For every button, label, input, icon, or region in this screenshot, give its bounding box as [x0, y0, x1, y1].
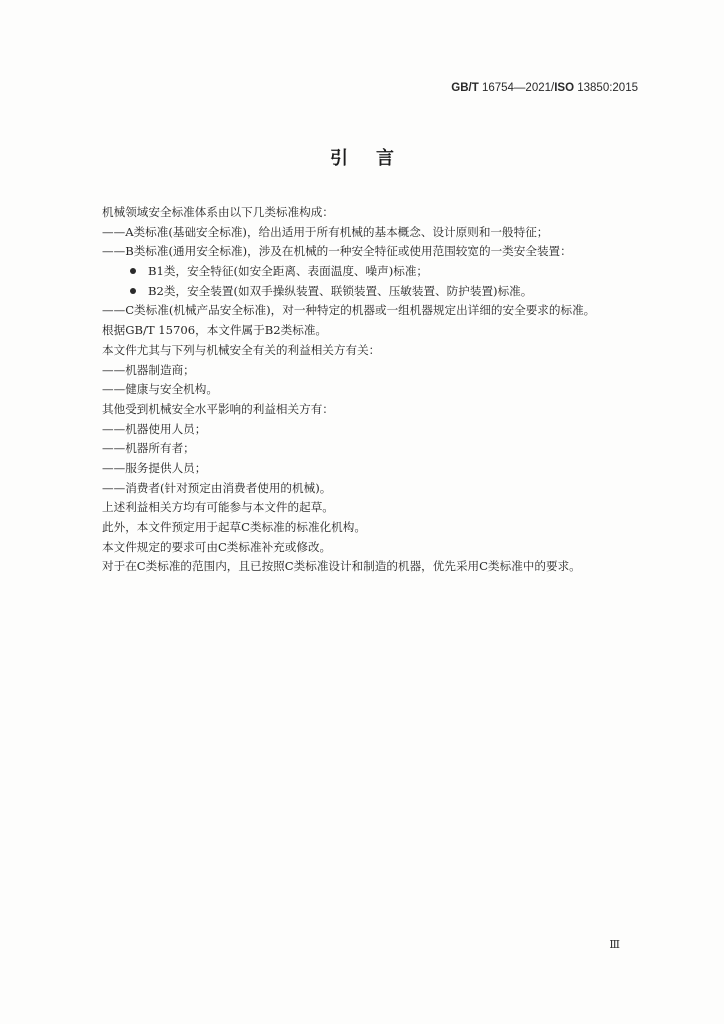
paragraph-line: 对于在C类标准的范围内，且已按照C类标准设计和制造的机器，优先采用C类标准中的要求。	[102, 559, 581, 574]
body-text	[102, 203, 642, 577]
bullet-dot-icon	[130, 288, 136, 294]
standard-code-suffix: 13850:2015	[577, 82, 638, 94]
list-item: ——机器制造商；	[102, 362, 195, 377]
page-number: Ⅲ	[609, 938, 620, 951]
list-item: ——机器所有者；	[102, 441, 195, 456]
paragraph-line: 根据GB/T 15706，本文件属于B2类标准。	[102, 323, 328, 338]
bullet-item-b2	[102, 282, 642, 302]
page-title: 引言	[330, 148, 422, 169]
paragraph-line: 其他受到机械安全水平影响的利益相关方有：	[102, 401, 334, 416]
paragraph-line: 本文件规定的要求可由C类标准补充或修改。	[102, 539, 332, 554]
list-item-a-standard: ——A类标准(基础安全标准)，给出适用于所有机械的基本概念、设计原则和一般特征；	[102, 224, 549, 239]
paragraph-line: 本文件尤其与下列与机械安全有关的利益相关方有关：	[102, 342, 381, 357]
list-item-b-standard: ——B类标准(通用安全标准)，涉及在机械的一种安全特征或使用范围较宽的一类安全装置：	[102, 244, 572, 259]
bullet-dot-icon	[130, 268, 136, 274]
list-item: ——机器使用人员；	[102, 421, 207, 436]
list-item-c-standard: ——C类标准(机械产品安全标准)，对一种特定的机器或一组机器规定出详细的安全要求的标准。	[102, 303, 596, 318]
bullet-item-text: B1类，安全特征(如安全距离、表面温度、噪声)标准；	[148, 264, 429, 279]
paragraph-line: 机械领域安全标准体系由以下几类标准构成：	[102, 205, 334, 219]
bullet-item-text: B2类，安全装置(如双手操纵装置、联锁装置、压敏装置、防护装置)标准。	[148, 283, 533, 298]
bullet-item-b1	[102, 262, 642, 282]
list-item: ——健康与安全机构。	[102, 382, 218, 397]
paragraph-line: 上述利益相关方均有可能参与本文件的起草。	[102, 500, 334, 515]
standard-code-main: 16754—2021/	[481, 82, 555, 94]
paragraph-line: 此外，本文件预定用于起草C类标准的标准化机构。	[102, 520, 366, 534]
standard-code-prefix: GB/T	[451, 82, 479, 94]
standard-code-iso: ISO	[554, 82, 575, 94]
list-item: ——消费者(针对预定由消费者使用的机械)。	[102, 480, 332, 495]
list-item: ——服务提供人员；	[102, 460, 207, 475]
standard-code-header	[451, 82, 638, 94]
